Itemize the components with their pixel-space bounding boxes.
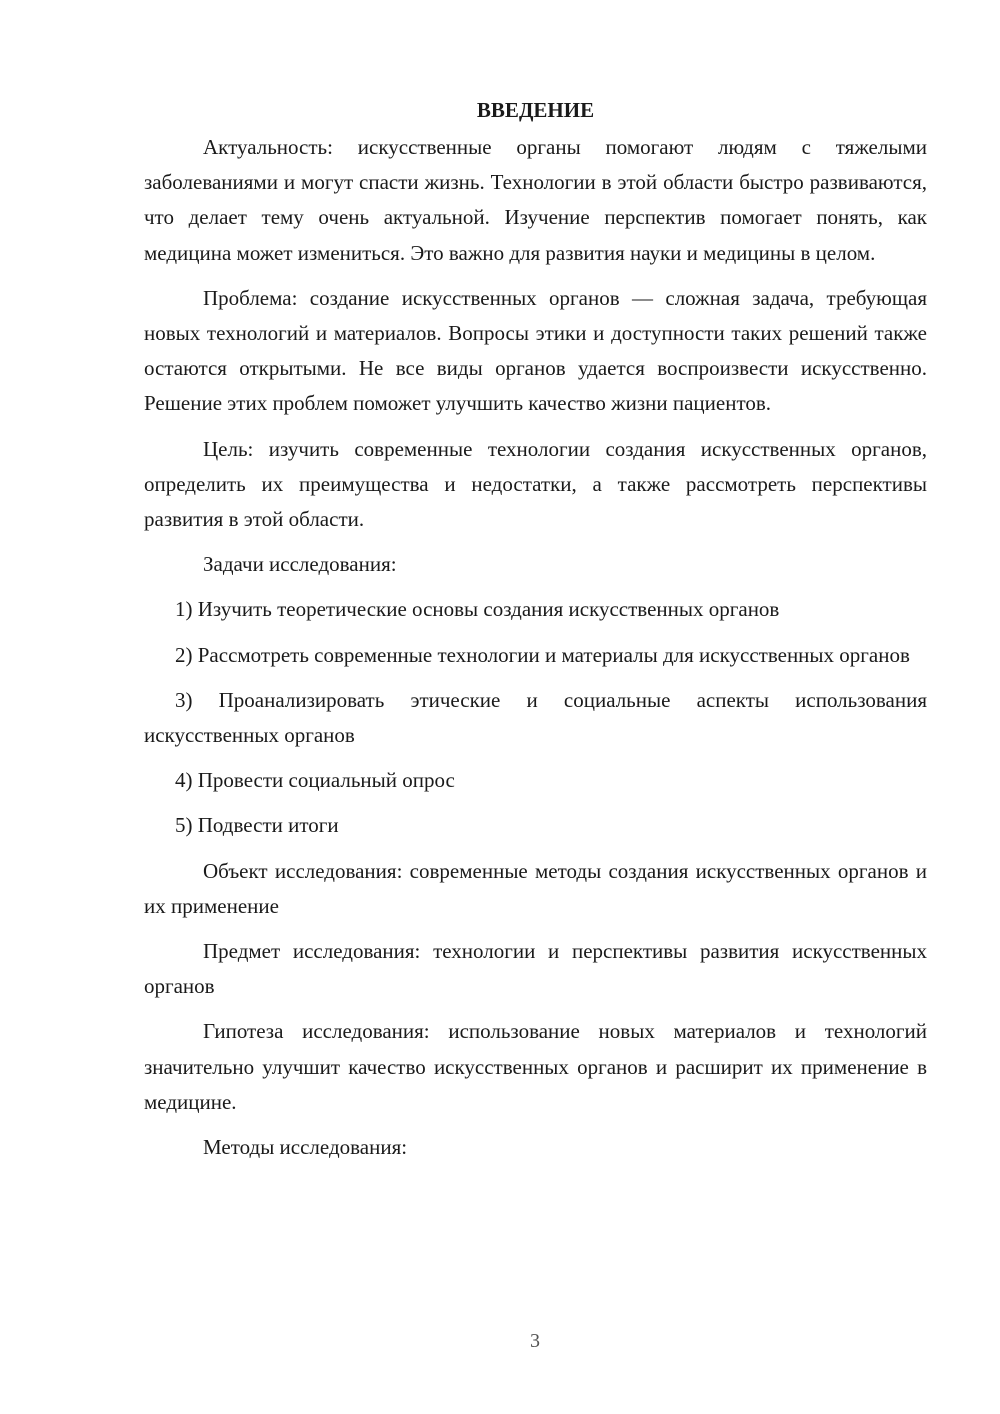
document-page <box>144 92 927 1175</box>
paragraph-goal: Цель: изучить современные технологии создания искусственных органов, определить их преимущества и недостатки, а также рассмотреть перспективы развития в этой области. <box>144 436 927 532</box>
paragraph-problem: Проблема: создание искусственных органов — сложная задача, требующая новых технологий и материалов. Вопросы этики и доступности таких решений также остаются открытыми. Не все виды органов удается воспроизвести искусственно. Решение этих проблем поможет улучшить качество жизни пациентов. <box>144 285 927 416</box>
paragraph-methods: Методы исследования: <box>203 1135 408 1160</box>
paragraph-subject: Предмет исследования: технологии и перспективы развития искусственных органов <box>144 939 927 999</box>
paragraph-hypothesis: Гипотеза исследования: использование новых материалов и технологий значительно улучшит качество искусственных органов и расширит их применение в медицине. <box>144 1019 927 1114</box>
task-item-4: 4) Провести социальный опрос <box>175 768 455 793</box>
paragraph-object: Объект исследования: современные методы создания искусственных органов и их применение <box>144 858 927 918</box>
paragraph-relevance: Актуальность: искусственные органы помогают людям с тяжелыми заболеваниями и могут спасти жизнь. Технологии в этой области быстро развиваются, что делает тему очень актуальной. Изучение перспектив помогает понять, как медицина может измениться. Это важно для развития науки и медицины в целом. <box>144 135 927 265</box>
section-title: ВВЕДЕНИЕ <box>476 98 595 122</box>
task-item-5: 5) Подвести итоги <box>175 813 339 838</box>
page-number: 3 <box>530 1330 540 1352</box>
paragraph-tasks-heading: Задачи исследования: <box>203 552 397 577</box>
task-item-2: 2) Рассмотреть современные технологии и материалы для искусственных органов <box>175 642 910 667</box>
task-item-3: 3) Проанализировать этические и социальные аспекты использования искусственных органов <box>144 687 927 748</box>
task-item-1: 1) Изучить теоретические основы создания искусственных органов <box>175 597 780 622</box>
